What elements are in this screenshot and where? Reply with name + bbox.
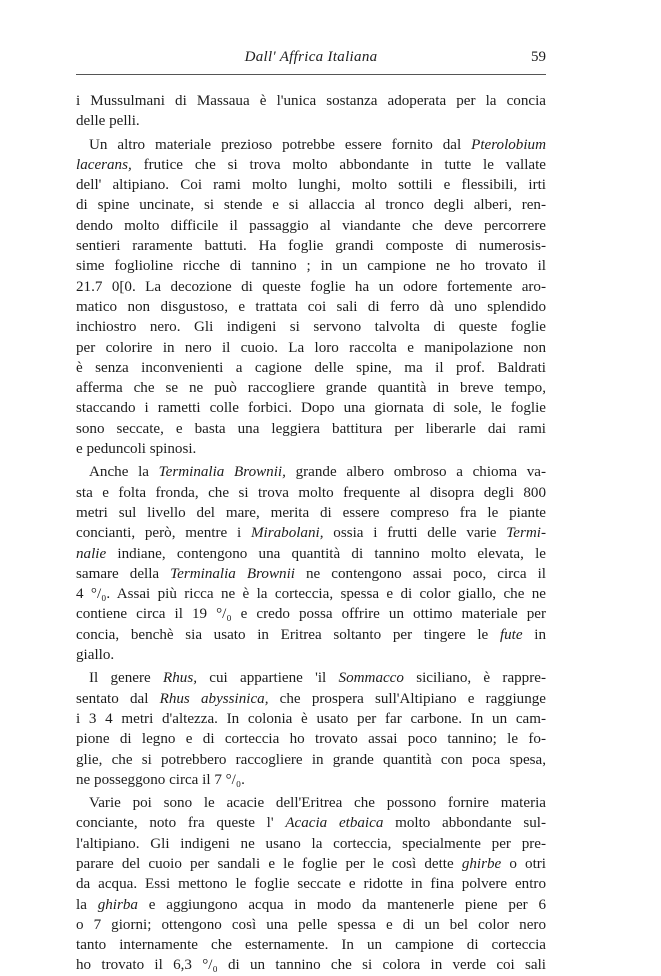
text-run: concia, benchè sia usato in Eritrea soltanto per tingere le <box>76 626 500 643</box>
text-run: dell' altipiano. Coi rami molto lunghi, molto sottili e flessibili, irti <box>76 177 546 194</box>
text-line <box>76 155 546 175</box>
text-run: Anche la <box>89 464 159 481</box>
text-run: frutice che si trova molto abbondante in tutte le vallate <box>131 156 546 173</box>
italic-text: Rhus, <box>163 670 197 687</box>
text-run: metri sul livello del mare, merita di essere compreso fra le piante <box>76 504 546 521</box>
text-run: che prospera sull'Altipiano e raggiunge <box>268 690 546 707</box>
italic-text: Terminalia Brownii, <box>158 464 286 481</box>
text-run: i Mussulmani di Massaua è l'unica sostanza adoperata per la concia <box>76 93 546 109</box>
text-run: per colorire in nero il cuoio. La loro raccolta e manipolazione non <box>76 339 546 356</box>
text-line <box>76 439 546 459</box>
italic-text: nalie <box>76 545 107 562</box>
text-line <box>76 503 546 523</box>
page-number: 59 <box>531 49 546 65</box>
text-line <box>76 915 546 935</box>
italic-text: fute <box>499 626 523 643</box>
text-run: afferma che se ne può raccogliere grande quantità in breve tempo, <box>76 380 546 397</box>
text-run: ne contengono assai poco, circa il <box>294 565 546 582</box>
text-line <box>76 729 546 749</box>
text-line <box>76 111 546 131</box>
text-line <box>76 955 546 975</box>
text-run: glie, che si potrebbero raccogliere in grande quantità con poca spesa, <box>76 751 546 768</box>
italic-text: Mirabolani, <box>250 525 324 542</box>
text-run: la <box>76 896 98 913</box>
text-line <box>76 834 546 854</box>
text-line <box>76 523 546 543</box>
text-line <box>76 625 546 645</box>
text-line <box>76 338 546 358</box>
text-line <box>76 398 546 418</box>
text-run: sta e folta fronda, che si trova molto frequente al disopra degli 800 <box>76 484 546 501</box>
text-run: è senza inconvenienti a cagione delle spine, ma il prof. Baldrati <box>76 359 546 376</box>
text-run: pione di legno e di corteccia ho trovato assai poco tannino; le fo- <box>76 731 546 748</box>
text-line <box>76 793 546 813</box>
text-run: conciante, noto fra queste l' <box>76 815 286 832</box>
text-line <box>76 462 546 482</box>
text-line <box>76 91 546 111</box>
text-line <box>76 216 546 236</box>
italic-text: Terminalia Brownii <box>170 565 295 582</box>
italic-text: Rhus abyssinica, <box>159 690 269 707</box>
text-run: sime foglioline ricche di tannino ; in un campione ne ho trovato il <box>76 258 546 275</box>
text-run: giallo. <box>76 647 115 664</box>
paragraph <box>76 462 546 665</box>
text-line <box>76 483 546 503</box>
text-line <box>76 175 546 195</box>
italic-text: Sommacco <box>338 670 404 687</box>
text-line <box>76 544 546 564</box>
text-line <box>76 604 546 624</box>
text-run: parare del cuoio per sandali e le foglie per le così dette <box>76 855 462 872</box>
text-line <box>76 297 546 317</box>
text-line <box>76 277 546 297</box>
paragraph <box>76 135 546 460</box>
text-line <box>76 645 546 665</box>
text-run: ho trovato il 6,3 °/₀ di un tannino che si colora in verde coi sali <box>76 957 546 974</box>
header-rule <box>76 74 546 75</box>
text-run: Il genere <box>89 670 164 687</box>
paragraph <box>76 91 546 132</box>
text-run: samare della <box>76 565 171 582</box>
text-line <box>76 668 546 688</box>
text-run: matico non disgustoso, e trattata coi sali di ferro dà uno splendido <box>76 298 546 315</box>
text-run: l'altipiano. Gli indigeni ne usano la corteccia, specialmente per pre- <box>76 835 546 852</box>
italic-text: Termi- <box>506 525 546 542</box>
text-line <box>76 236 546 256</box>
text-run: inchiostro nero. Gli indigeni si servono talvolta di queste foglie <box>76 319 546 336</box>
text-line <box>76 256 546 276</box>
text-run: 21.7 0[0. La decozione di queste foglie ha un odore fortemente aro- <box>76 278 546 295</box>
italic-text: ghirbe <box>461 855 502 872</box>
text-line <box>76 874 546 894</box>
text-run: e peduncoli spinosi. <box>76 441 197 458</box>
text-run: molto abbondante sul- <box>383 815 546 832</box>
text-line <box>76 770 546 790</box>
text-run: indiane, contengono una quantità di tannino molto elevata, le <box>106 545 546 562</box>
text-line <box>76 358 546 378</box>
text-run: cui appartiene 'il <box>196 670 339 687</box>
text-run: o otri <box>501 855 546 872</box>
text-line <box>76 750 546 770</box>
text-run: tanto internamente che esternamente. In un campione di corteccia <box>76 937 546 954</box>
running-header <box>76 49 546 73</box>
text-line <box>76 584 546 604</box>
text-run: sono seccate, e basta una leggiera battitura per liberarle dai rami <box>76 420 546 437</box>
text-line <box>76 419 546 439</box>
text-run: o 7 giorni; ottengono così una pelle spessa e di un bel color nero <box>76 916 546 933</box>
text-line <box>76 709 546 729</box>
text-run: delle pelli. <box>76 113 140 130</box>
text-run: di spine uncinate, si stende e si allaccia al tronco degli alberi, ren- <box>76 197 546 214</box>
text-run: 4 °/₀. Assai più ricca ne è la corteccia, spessa e di color giallo, che ne <box>76 586 546 603</box>
paragraph <box>76 793 546 976</box>
italic-text: ghirba <box>97 896 138 913</box>
text-line <box>76 378 546 398</box>
text-line <box>76 689 546 709</box>
text-run: grande albero ombroso a chioma va- <box>285 464 546 481</box>
text-line <box>76 135 546 155</box>
text-run: siciliano, è rappre- <box>403 670 546 687</box>
text-line <box>76 813 546 833</box>
body-text <box>76 91 546 976</box>
italic-text: lacerans, <box>76 156 132 173</box>
text-line <box>76 195 546 215</box>
italic-text: Acacia etbaica <box>285 815 384 832</box>
text-run: Un altro materiale prezioso potrebbe essere fornito dal <box>89 136 472 153</box>
text-run: da acqua. Essi mettono le foglie seccate e ridotte in fina polvere entro <box>76 876 546 893</box>
text-run: Varie poi sono le acacie dell'Eritrea che possono fornire materia <box>89 795 546 812</box>
text-run: sentieri raramente battuti. Ha foglie grandi composte di numerosis- <box>76 238 546 255</box>
text-line <box>76 935 546 955</box>
text-run: dendo molto difficile il passaggio al viandante che deve percorrere <box>76 217 546 234</box>
italic-text: Pterolobium <box>471 136 546 153</box>
text-run: concianti, però, mentre i <box>76 525 251 542</box>
text-run: i 3 4 metri d'altezza. In colonia è usato per far carbone. In un cam- <box>76 710 546 727</box>
running-title: Dall' Affrica Italiana <box>244 49 378 65</box>
text-run: e aggiungono acqua in modo da mantenerle piene per 6 <box>137 896 547 913</box>
text-line <box>76 854 546 874</box>
text-line <box>76 564 546 584</box>
text-run: ossia i frutti delle varie <box>323 525 507 542</box>
text-run: in <box>522 626 546 643</box>
text-run: sentato dal <box>76 690 160 707</box>
text-run: ne posseggono circa il 7 °/₀. <box>76 771 245 788</box>
text-line <box>76 317 546 337</box>
text-run: contiene circa il 19 °/₀ e credo possa offrire un ottimo materiale per <box>76 606 546 623</box>
text-line <box>76 895 546 915</box>
text-run: staccando i rametti colle forbici. Dopo una giornata di sole, le foglie <box>76 400 546 417</box>
paragraph <box>76 668 546 790</box>
